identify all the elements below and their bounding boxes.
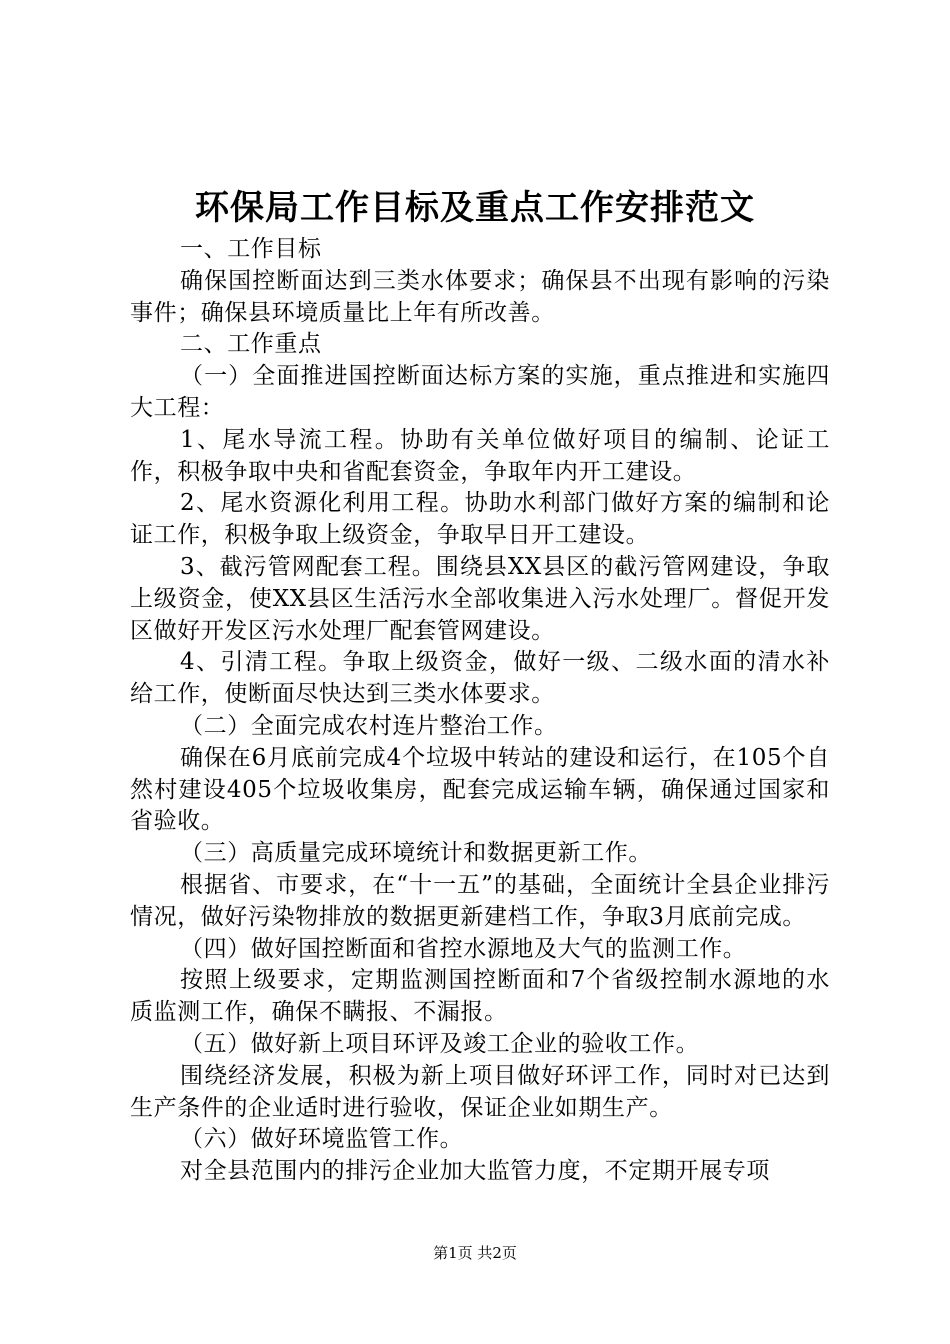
list-item: 2、尾水资源化利用工程。协助水利部门做好方案的编制和论证工作，积极争取上级资金，争取早日开工建设。 [130,490,830,549]
document-body [130,234,830,1188]
body-paragraph: 对全县范围内的排污企业加大监管力度，不定期开展专项 [180,1158,770,1185]
body-paragraph: 确保国控断面达到三类水体要求；确保县不出现有影响的污染事件；确保县环境质量比上年有所改善。 [130,267,830,326]
page-title: 环保局工作目标及重点工作安排范文 [195,188,755,228]
section-heading: 二、工作重点 [180,331,322,358]
body-paragraph: 确保在6月底前完成4个垃圾中转站的建设和运行，在105个自然村建设405个垃圾收集房，配套完成运输车辆，确保通过国家和省验收。 [130,744,830,835]
subsection-heading: （二）全面完成农村连片整治工作。 [180,712,558,739]
body-paragraph: 根据省、市要求，在“十一五”的基础，全面统计全县企业排污情况，做好污染物排放的数据更新建档工作，争取3月底前完成。 [130,871,830,930]
list-item: 1、尾水导流工程。协助有关单位做好项目的编制、论证工作，积极争取中央和省配套资金，争取年内开工建设。 [130,426,830,485]
subsection-heading: （五）做好新上项目环评及竣工企业的验收工作。 [180,1030,700,1057]
subsection-heading: （四）做好国控断面和省控水源地及大气的监测工作。 [180,935,747,962]
subsection-heading: （一）全面推进国控断面达标方案的实施，重点推进和实施四大工程： [130,363,830,421]
section-heading: 一、工作目标 [180,236,322,262]
list-item: 4、引清工程。争取上级资金，做好一级、二级水面的清水补给工作，使断面尽快达到三类水体要求。 [130,649,830,708]
body-paragraph: 围绕经济发展，积极为新上项目做好环评工作，同时对已达到生产条件的企业适时进行验收，保证企业如期生产。 [130,1062,830,1121]
subsection-heading: （六）做好环境监管工作。 [180,1126,464,1153]
list-item: 3、截污管网配套工程。围绕县XX县区的截污管网建设，争取上级资金，使XX县区生活污水全部收集进入污水处理厂。督促开发区做好开发区污水处理厂配套管网建设。 [130,553,830,644]
subsection-heading: （三）高质量完成环境统计和数据更新工作。 [180,840,652,867]
page-footer: 第1页 共2页 [433,1244,517,1262]
body-paragraph: 按照上级要求，定期监测国控断面和7个省级控制水源地的水质监测工作，确保不瞒报、不漏报。 [130,967,830,1026]
